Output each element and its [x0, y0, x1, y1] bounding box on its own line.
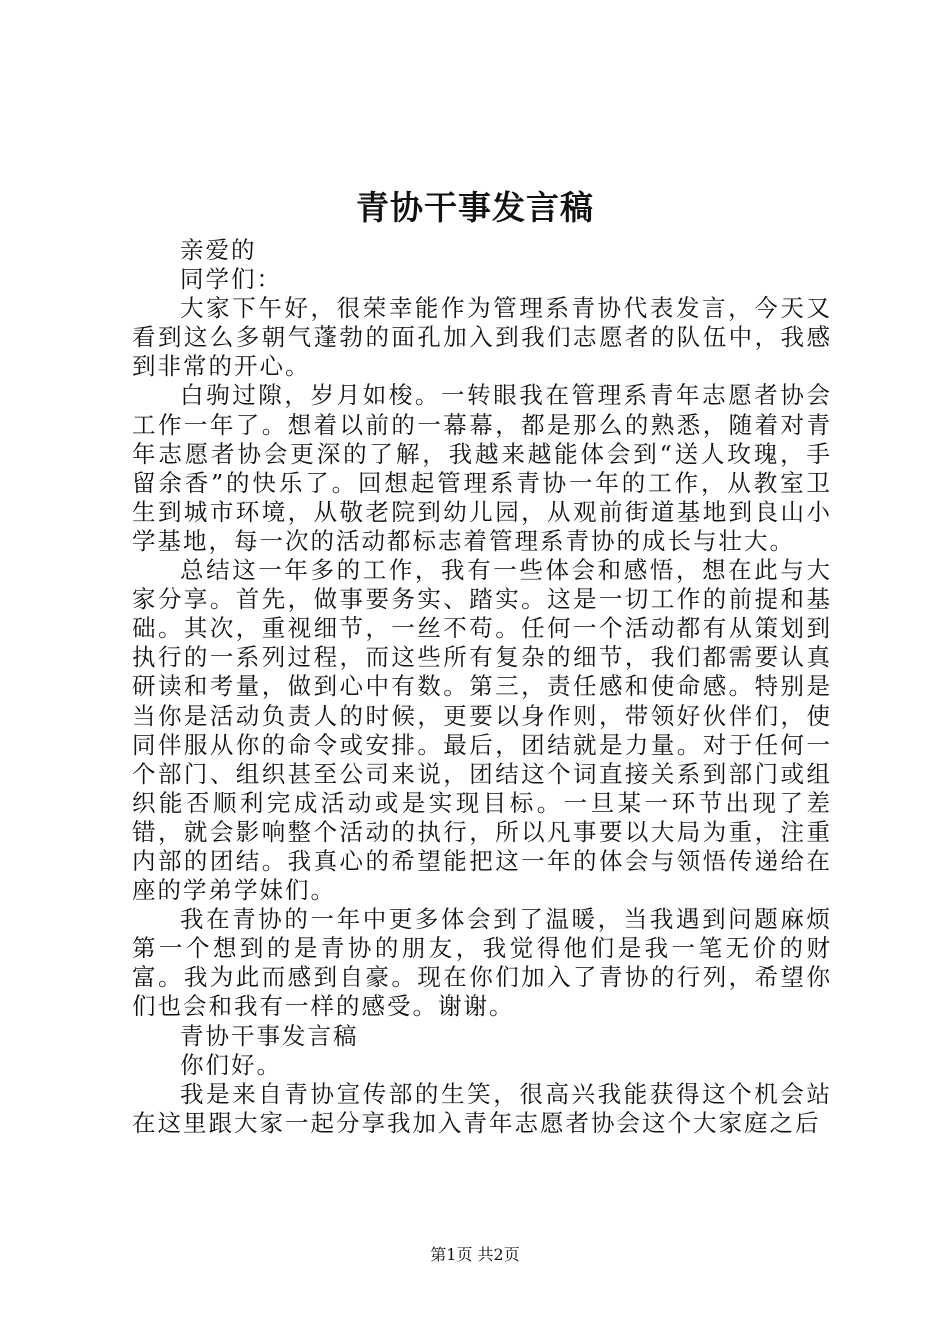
salutation-line-2: 同学们：	[180, 265, 282, 294]
paragraph-greeting: 大家下午好，很荣幸能作为管理系青协代表发言，今天又看到这么多朝气蓬勃的面孔加入到我们志愿者的队伍中，我感到非常的开心。	[132, 294, 832, 381]
document-body	[132, 236, 832, 1138]
document-title: 青协干事发言稿	[356, 188, 594, 227]
second-speech-title: 青协干事发言稿	[180, 1021, 359, 1050]
second-speech-greeting: 你们好。	[180, 1050, 282, 1079]
paragraph-reflection: 白驹过隙，岁月如梭。一转眼我在管理系青年志愿者协会工作一年了。想着以前的一幕幕，都是那么的熟悉，随着对青年志愿者协会更深的了解，我越来越能体会到“送人玫瑰，手留余香”的快乐了。回想起管理系青协一年的工作，从教室卫生到城市环境，从敬老院到幼儿园，从观前街道基地到良山小学基地，每一次的活动都标志着管理系青协的成长与壮大。	[132, 381, 832, 555]
second-speech-paragraph: 我是来自青协宣传部的生笑，很高兴我能获得这个机会站在这里跟大家一起分享我加入青年志愿者协会这个大家庭之后	[132, 1079, 832, 1137]
salutation-line-1: 亲爱的	[180, 236, 257, 264]
page-number-footer: 第1页 共2页	[430, 1245, 520, 1264]
paragraph-summary: 总结这一年多的工作，我有一些体会和感悟，想在此与大家分享。首先，做事要务实、踏实。这是一切工作的前提和基础。其次，重视细节，一丝不苟。任何一个活动都有从策划到执行的一系列过程，而这些所有复杂的细节，我们都需要认真研读和考量，做到心中有数。第三，责任感和使命感。特别是当你是活动负责人的时候，更要以身作则，带领好伙伴们，使同伴服从你的命令或安排。最后，团结就是力量。对于任何一个部门、组织甚至公司来说，团结这个词直接关系到部门或组织能否顺利完成活动或是实现目标。一旦某一环节出现了差错，就会影响整个活动的执行，所以凡事要以大局为重，注重内部的团结。我真心的希望能把这一年的体会与领悟传递给在座的学弟学妹们。	[132, 556, 832, 905]
paragraph-closing: 我在青协的一年中更多体会到了温暖，当我遇到问题麻烦第一个想到的是青协的朋友，我觉得他们是我一笔无价的财富。我为此而感到自豪。现在你们加入了青协的行列，希望你们也会和我有一样的感受。谢谢。	[132, 905, 832, 1021]
